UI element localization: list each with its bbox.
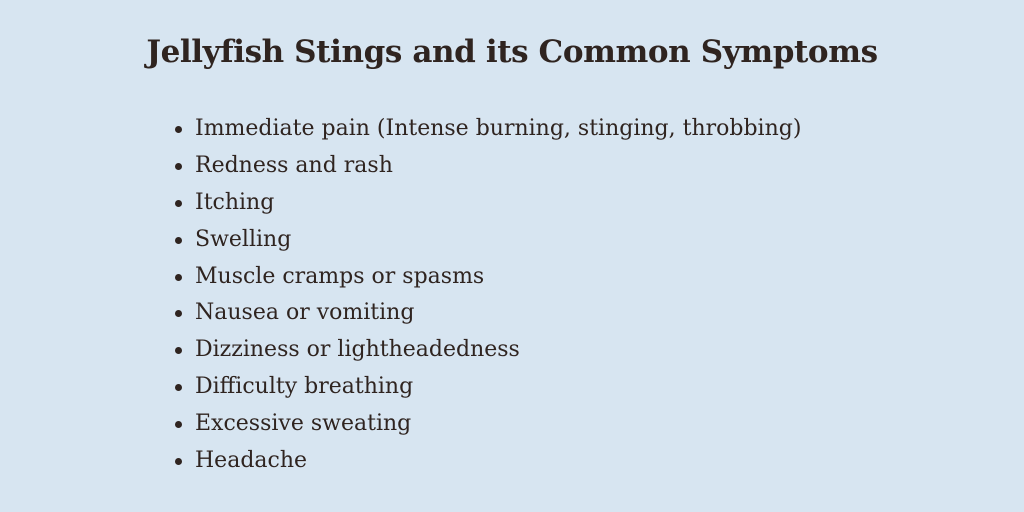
list-item bbox=[175, 443, 801, 480]
list-item bbox=[175, 295, 801, 332]
symptom-text: Immediate pain (Intense burning, stinging, throbbing) bbox=[195, 116, 802, 141]
list-item bbox=[175, 406, 801, 443]
bullet-icon bbox=[175, 458, 182, 465]
page-title: Jellyfish Stings and its Common Symptoms bbox=[146, 34, 878, 70]
bullet-icon bbox=[175, 421, 182, 428]
symptom-text: Excessive sweating bbox=[195, 411, 412, 437]
symptom-text: Swelling bbox=[195, 226, 292, 252]
bullet-icon bbox=[175, 237, 182, 244]
bullet-icon bbox=[175, 310, 182, 317]
list-item bbox=[175, 332, 801, 369]
bullet-icon bbox=[175, 347, 182, 354]
bullet-icon bbox=[175, 384, 182, 391]
list-item bbox=[175, 369, 801, 406]
list-item bbox=[175, 185, 801, 222]
symptom-text: Muscle cramps or spasms bbox=[195, 263, 485, 289]
list-item bbox=[175, 259, 801, 296]
bullet-icon bbox=[175, 126, 182, 133]
symptom-text: Nausea or vomiting bbox=[195, 300, 415, 326]
list-item bbox=[175, 222, 801, 259]
symptom-text: Difficulty breathing bbox=[195, 374, 414, 400]
symptom-text: Dizziness or lightheadedness bbox=[195, 337, 520, 363]
bullet-icon bbox=[175, 200, 182, 207]
list-item bbox=[175, 148, 801, 185]
symptom-text: Headache bbox=[195, 448, 308, 474]
symptom-text: Redness and rash bbox=[195, 152, 393, 178]
bullet-icon bbox=[175, 274, 182, 281]
bullet-icon bbox=[175, 163, 182, 170]
symptom-list bbox=[175, 111, 801, 480]
symptom-text: Itching bbox=[195, 189, 275, 215]
list-item bbox=[175, 111, 801, 148]
